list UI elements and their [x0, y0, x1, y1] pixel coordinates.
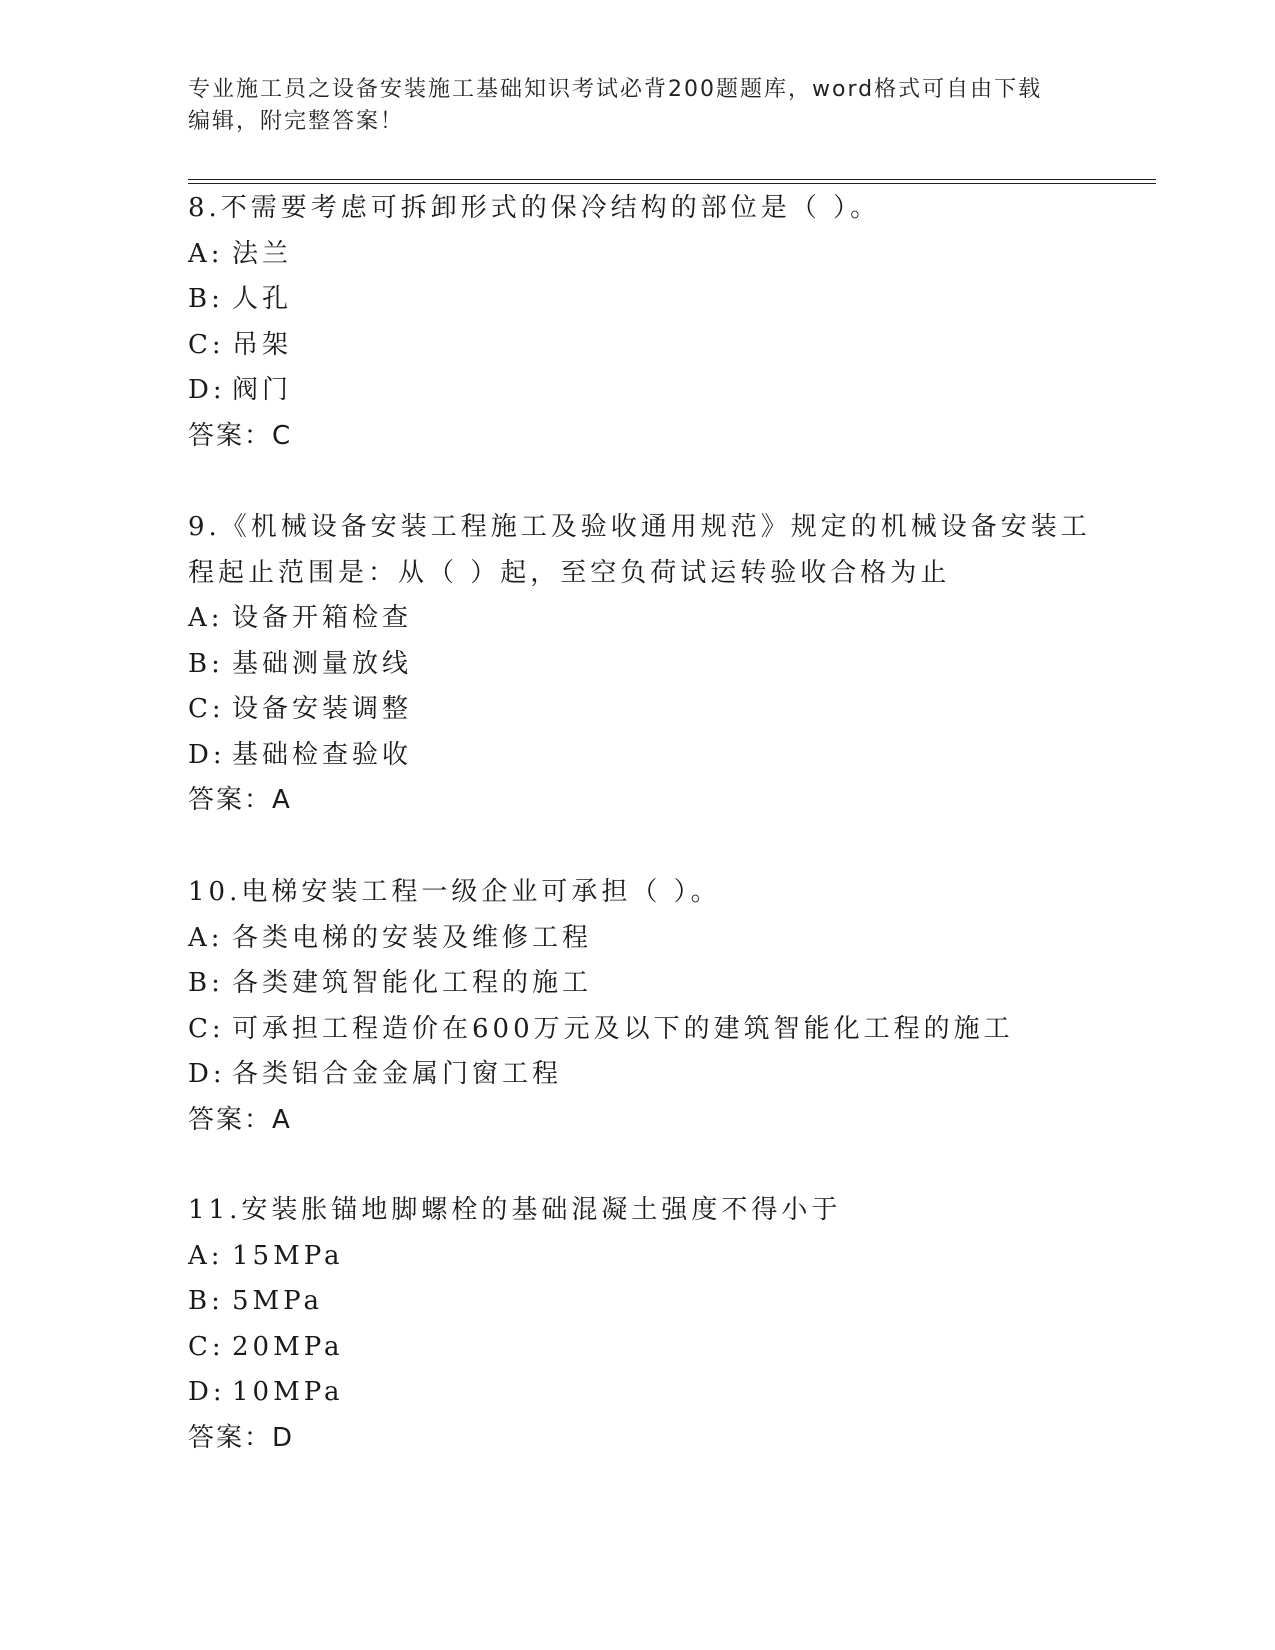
option-d — [188, 1052, 1088, 1098]
answer: 答案：A — [188, 1104, 292, 1135]
option-label: A: — [188, 1240, 224, 1271]
option-label: B: — [188, 1286, 224, 1316]
option-d — [188, 1370, 1088, 1416]
option-label: C: — [188, 1013, 225, 1044]
option-text: 可承担工程造价在600万元及以下的建筑智能化工程的施工 — [232, 1013, 1014, 1044]
option-a — [188, 596, 1088, 642]
option-text: 各类电梯的安装及维修工程 — [232, 922, 593, 953]
option-c — [188, 687, 1088, 733]
option-text: 各类铝合金金属门窗工程 — [232, 1059, 563, 1089]
question-11 — [188, 1188, 1088, 1461]
option-text: 15MPa — [232, 1240, 344, 1271]
option-c — [188, 1325, 1088, 1371]
option-text: 吊架 — [232, 329, 293, 360]
option-label: C: — [188, 1331, 225, 1362]
option-text: 基础测量放线 — [232, 648, 413, 679]
option-label: C: — [188, 694, 225, 724]
option-label: D: — [188, 375, 226, 405]
answer: 答案：A — [188, 785, 292, 815]
option-label: C: — [188, 329, 225, 360]
option-c — [188, 1007, 1088, 1053]
header-line-1: 专业施工员之设备安装施工基础知识考试必背200题题库，word格式可自由下载 — [188, 77, 1043, 102]
option-label: D: — [188, 1377, 226, 1407]
question-8 — [188, 186, 1088, 459]
question-10 — [188, 870, 1088, 1143]
option-text: 10MPa — [232, 1377, 344, 1407]
option-a — [188, 1234, 1088, 1280]
option-label: A: — [188, 603, 224, 633]
option-label: A: — [188, 922, 224, 953]
question-stem-continued: 程起止范围是：从（ ）起，至空负荷试运转验收合格为止 — [188, 557, 951, 588]
document-header — [188, 74, 1088, 138]
answer: 答案：D — [188, 1422, 295, 1453]
option-c — [188, 323, 1088, 369]
option-b — [188, 961, 1088, 1007]
question-stem: 8.不需要考虑可拆卸形式的保冷结构的部位是（ ）。 — [188, 193, 881, 223]
header-rule-top — [188, 179, 1156, 180]
option-text: 基础检查验收 — [232, 739, 413, 770]
option-label: B: — [188, 648, 224, 679]
option-a — [188, 916, 1088, 962]
question-stem: 9.《机械设备安装工程施工及验收通用规范》规定的机械设备安装工 — [188, 512, 1091, 542]
option-d — [188, 368, 1088, 414]
option-text: 阀门 — [232, 375, 293, 405]
option-label: B: — [188, 284, 224, 314]
option-text: 设备开箱检查 — [232, 603, 413, 633]
question-stem: 11.安装胀锚地脚螺栓的基础混凝土强度不得小于 — [188, 1195, 842, 1225]
option-label: D: — [188, 1059, 226, 1089]
question-9 — [188, 505, 1091, 824]
header-line-2: 编辑，附完整答案！ — [188, 109, 405, 134]
option-text: 法兰 — [232, 238, 293, 269]
question-stem: 10.电梯安装工程一级企业可承担（ ）。 — [188, 877, 721, 907]
option-label: A: — [188, 238, 224, 269]
option-d — [188, 733, 1088, 779]
option-text: 20MPa — [232, 1331, 344, 1362]
option-text: 设备安装调整 — [232, 694, 413, 724]
option-b — [188, 642, 1088, 688]
option-label: D: — [188, 739, 226, 770]
option-b — [188, 1279, 1088, 1325]
answer: 答案：C — [188, 420, 293, 451]
option-b — [188, 277, 1088, 323]
option-text: 人孔 — [232, 284, 293, 314]
option-text: 5MPa — [232, 1286, 323, 1316]
header-rule-bottom — [188, 183, 1156, 184]
option-a — [188, 232, 1088, 278]
option-label: B: — [188, 968, 224, 998]
option-text: 各类建筑智能化工程的施工 — [232, 968, 593, 998]
